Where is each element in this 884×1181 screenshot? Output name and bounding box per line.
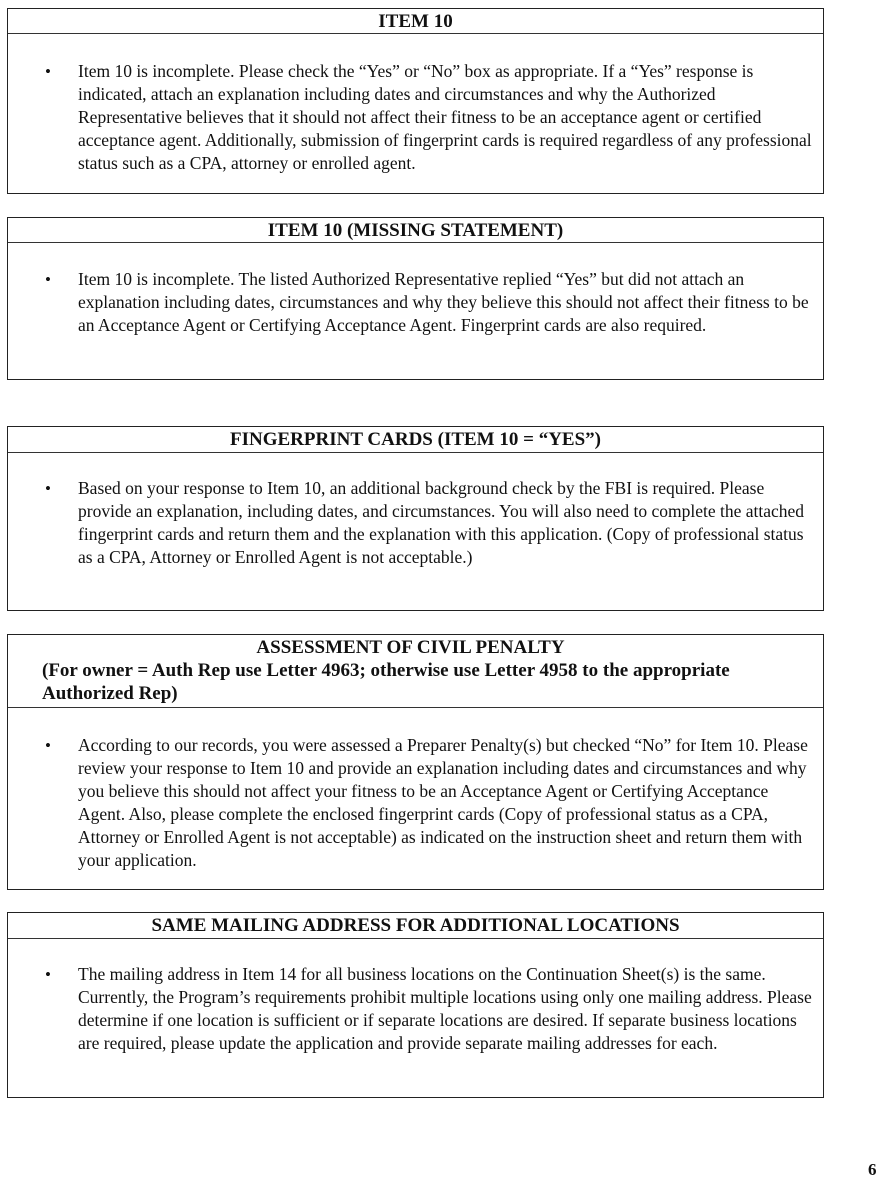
section-body [8,34,823,192]
section-header: ITEM 10 (MISSING STATEMENT) [8,218,823,243]
bullet-icon: • [45,965,51,984]
section-item-10 [7,8,824,194]
bullet-icon: • [45,479,51,498]
section-body [8,453,823,609]
section-header [8,635,823,708]
section-header: FINGERPRINT CARDS (ITEM 10 = “YES”) [8,427,823,453]
section-body [8,243,823,378]
section-body [8,939,823,1096]
section-fingerprint-cards [7,426,824,611]
bullet-text: Item 10 is incomplete. The listed Authorized Representative replied “Yes” but did not attach an explanation including dates, circumstances and why they believe this should not affect their fitness to be an Acceptance Agent or Certifying Acceptance Agent. Fingerprint cards are also required. [78,269,809,335]
bullet-text: The mailing address in Item 14 for all business locations on the Continuation Sheet(s) is the same. Currently, the Program’s requirements prohibit multiple locations using only one mailing address. Please determine if one location is sufficient or if separate locations are desired. If separate business locations are required, please update the application and provide separate mailing addresses for each. [78,964,812,1053]
section-item-10-missing-statement [7,217,824,380]
section-body [8,708,823,888]
section-header: SAME MAILING ADDRESS FOR ADDITIONAL LOCATIONS [8,913,823,939]
bullet-text: Based on your response to Item 10, an additional background check by the FBI is required. Please provide an explanation, including dates, and circumstances. You will also need to complete the attached fingerprint cards and return them and the explanation with this application. (Copy of professional status as a CPA, Attorney or Enrolled Agent is not acceptable.) [78,478,805,567]
bullet-icon: • [45,270,51,289]
section-title: ASSESSMENT OF CIVIL PENALTY [256,637,565,658]
bullet-text: According to our records, you were assessed a Preparer Penalty(s) but checked “No” for Item 10. Please review your response to Item 10 and provide an explanation including dates and circumstances and why you believe this should not affect your fitness to be an Acceptance Agent or Certifying Acceptance Agent. Also, please complete the enclosed fingerprint cards (Copy of professional status as a CPA, Attorney or Enrolled Agent is not acceptable) as indicated on the instruction sheet and return them with your application. [78,735,808,870]
bullet-icon: • [45,736,51,755]
bullet-text: Item 10 is incomplete. Please check the “Yes” or “No” box as appropriate. If a “Yes” response is indicated, attach an explanation including dates and circumstances and why the Authorized Representative believes that it should not affect their fitness to be an acceptance agent or certified acceptance agent. Additionally, submission of fingerprint cards is required regardless of any professional status such as a CPA, attorney or enrolled agent. [78,61,812,173]
page-number: 6 [868,1160,877,1179]
section-same-mailing-address [7,912,824,1098]
section-subtitle: (For owner = Auth Rep use Letter 4963; otherwise use Letter 4958 to the appropriate Authorized Rep) [42,660,730,704]
section-assessment-of-civil-penalty [7,634,824,890]
section-header: ITEM 10 [8,9,823,34]
bullet-icon: • [45,62,51,81]
